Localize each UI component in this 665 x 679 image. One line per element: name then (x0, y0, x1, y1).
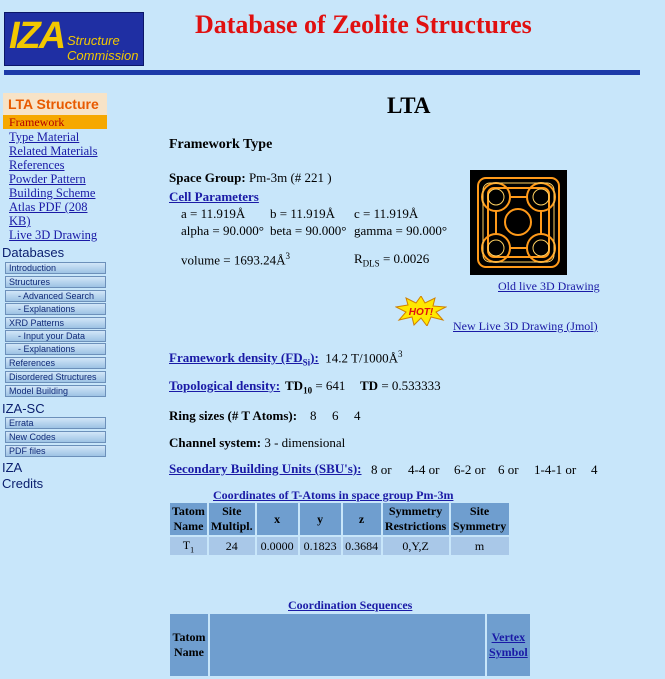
nav-new-codes[interactable]: New Codes (5, 431, 106, 443)
sidebar-item-type-material[interactable]: Type Material (9, 130, 80, 144)
nav-errata[interactable]: Errata (5, 417, 106, 429)
col-sequence (210, 614, 485, 676)
sbu-value: 1-4-1 or (534, 462, 577, 477)
td10-label: TD (285, 378, 304, 393)
cell-site-symmetry: m (451, 537, 509, 555)
sidebar-item-atlas-pdf-size[interactable]: KB) (9, 214, 31, 228)
cell-volume (181, 251, 290, 268)
rdls (354, 251, 429, 269)
cell-x: 0.0000 (257, 537, 298, 555)
sbu-value: 6 or (498, 462, 519, 477)
td (360, 378, 441, 394)
nav-references[interactable]: References (5, 357, 106, 369)
space-group (169, 170, 332, 186)
cell-beta: beta = 90.000° (270, 223, 347, 238)
sidebar-item-live-3d[interactable]: Live 3D Drawing (9, 228, 98, 242)
tatom-text: T (182, 538, 191, 552)
sidebar-heading: LTA Structure (3, 93, 107, 115)
sidebar (0, 90, 112, 679)
nav-pdf-files[interactable]: PDF files (5, 445, 106, 457)
cell-a: a = 11.919Å (181, 206, 246, 221)
header-divider (4, 70, 640, 75)
sidebar-item-related-materials[interactable]: Related Materials (9, 144, 98, 158)
col-tatom-name: Tatom Name (172, 504, 205, 533)
sbu-value: 4 (591, 462, 598, 477)
volume-text: volume = 1693.24Å (181, 252, 286, 268)
old-3d-drawing-link[interactable]: Old live 3D Drawing (498, 279, 600, 293)
cell-alpha: alpha = 90.000° (181, 223, 264, 238)
space-group-value: Pm-3m (# 221 ) (248, 170, 332, 185)
nav-structures[interactable]: Structures (5, 276, 106, 288)
logo-line1: Structure (67, 33, 120, 48)
nav-xrd-explanations[interactable]: - Explanations (5, 343, 106, 355)
fd-sub: Si (302, 357, 311, 368)
nav-input-data[interactable]: - Input your Data (5, 330, 106, 342)
coordinates-caption-link[interactable]: Coordinates of T-Atoms in space group Pm-3m (213, 488, 454, 502)
fd-value: 14.2 T/1000Å (325, 350, 398, 366)
ring-size-value: 8 (310, 408, 317, 423)
sidebar-section-credits[interactable]: Credits (2, 476, 44, 491)
fd-link-text: Framework density (FD (169, 350, 303, 366)
col-z: z (343, 503, 381, 535)
ring-size-value: 4 (354, 408, 361, 423)
nav-model-building[interactable]: Model Building (5, 385, 106, 397)
rdls-sub: DLS (362, 258, 380, 269)
nav-advanced-search[interactable]: - Advanced Search (5, 290, 106, 302)
col-tatom-name: Tatom Name (170, 614, 208, 676)
space-group-label: Space Group: (169, 170, 246, 185)
col-symmetry-restrictions: Symmetry Restrictions (383, 503, 449, 535)
tatom-sub: 1 (190, 545, 195, 555)
col-site-symmetry: Site Symmetry (451, 503, 509, 535)
vertex-symbol-link[interactable]: Vertex Symbol (489, 630, 528, 659)
logo-line2: Commission (67, 48, 139, 63)
cell-y: 0.1823 (300, 537, 341, 555)
site-title: Database of Zeolite Structures (195, 10, 532, 39)
iza-logo[interactable] (4, 12, 144, 66)
nav-structures-explanations[interactable]: - Explanations (5, 303, 106, 315)
rdls-value: = 0.0026 (379, 251, 430, 266)
table-header-row (170, 503, 509, 535)
td10-sub: 10 (303, 385, 313, 396)
nav-disordered-structures[interactable]: Disordered Structures (5, 371, 106, 383)
fd-exp: 3 (398, 349, 403, 359)
td10-value: = 641 (312, 378, 346, 393)
cell-tatom (170, 537, 207, 555)
hot-label: HOT! (408, 307, 434, 318)
logo-mark: IZA (9, 15, 65, 57)
new-3d-drawing-link[interactable]: New Live 3D Drawing (Jmol) (453, 319, 598, 333)
td-value: = 0.533333 (378, 378, 441, 393)
col-y: y (300, 503, 341, 535)
site-header (0, 0, 665, 78)
cell-b: b = 11.919Å (270, 206, 335, 221)
fd-link-end: ): (310, 350, 319, 366)
cell-parameters-link[interactable]: Cell Parameters (169, 189, 259, 204)
cell-multiplicity: 24 (209, 537, 255, 555)
channel-system (169, 435, 345, 451)
sbu-link[interactable]: Secondary Building Units (SBU's): (169, 461, 362, 476)
sidebar-item-references[interactable]: References (9, 158, 65, 172)
nav-xrd-patterns[interactable]: XRD Patterns (5, 317, 106, 329)
framework-density-row (169, 349, 403, 368)
sbu-value: 4-4 or (408, 462, 440, 477)
sidebar-section-izasc: IZA-SC (2, 401, 45, 416)
col-site-multiplicity: Site Multipl. (210, 504, 253, 533)
cell-gamma: gamma = 90.000° (354, 223, 448, 238)
t-atom-coordinates-table (168, 501, 511, 557)
channel-system-value: 3 - dimensional (261, 435, 346, 450)
hot-badge (395, 296, 447, 326)
framework-type-heading: Framework Type (169, 137, 273, 152)
cell-c: c = 11.919Å (354, 206, 419, 221)
sidebar-item-framework[interactable]: Framework (3, 115, 107, 129)
framework-structure-image[interactable] (470, 170, 567, 275)
rdls-label: R (354, 251, 363, 266)
sidebar-item-powder-pattern[interactable]: Powder Pattern (9, 172, 86, 186)
table-row (170, 537, 509, 555)
coordination-sequences-link[interactable]: Coordination Sequences (288, 598, 413, 612)
sidebar-section-databases: Databases (2, 245, 65, 260)
page-title: LTA (387, 93, 431, 118)
td10 (285, 378, 345, 396)
topological-density-link[interactable]: Topological density: (169, 378, 281, 393)
topological-density-row (169, 378, 280, 394)
col-vertex-symbol[interactable] (487, 614, 530, 676)
sidebar-section-iza[interactable]: IZA (2, 460, 23, 475)
volume-exp: 3 (285, 251, 290, 261)
sbu-value: 8 or (371, 462, 392, 477)
sidebar-item-building-scheme[interactable]: Building Scheme (9, 186, 96, 200)
nav-introduction[interactable]: Introduction (5, 262, 106, 274)
ring-size-value: 6 (332, 408, 339, 423)
td-label: TD (360, 378, 379, 393)
col-x: x (257, 503, 298, 535)
coordination-sequences-table (168, 612, 532, 678)
ring-sizes-label: Ring sizes (# T Atoms): (169, 408, 298, 423)
sbu-value: 6-2 or (454, 462, 486, 477)
framework-density-link[interactable] (169, 350, 319, 368)
cell-restrictions: 0,Y,Z (383, 537, 449, 555)
sidebar-item-atlas-pdf[interactable]: Atlas PDF (208 (9, 200, 88, 214)
cell-z: 0.3684 (343, 537, 381, 555)
table-header-row (170, 614, 530, 676)
main-content (112, 78, 665, 679)
channel-system-label: Channel system: (169, 435, 262, 450)
